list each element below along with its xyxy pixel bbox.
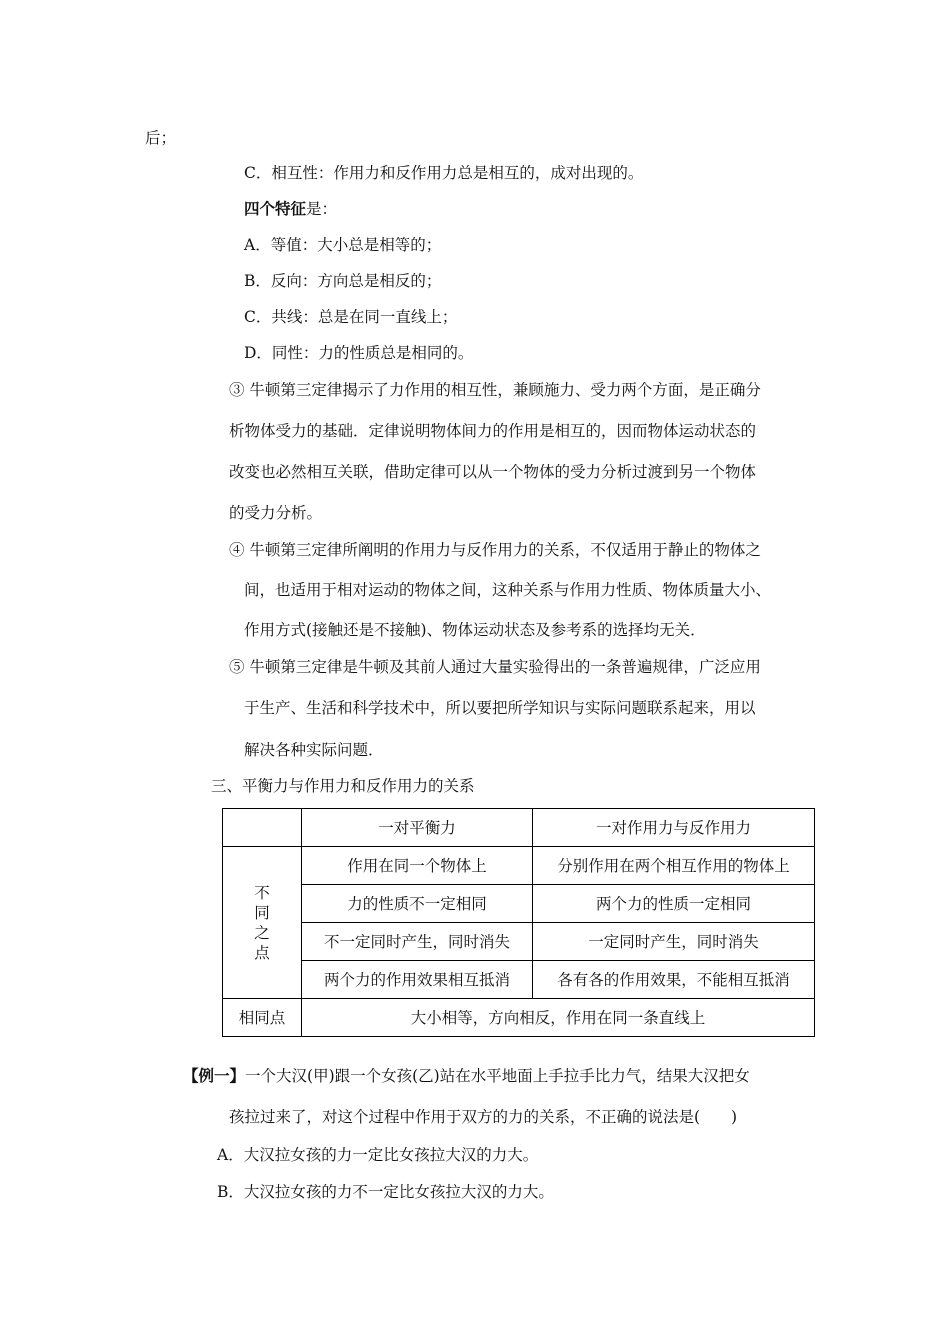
example-text: 一个大汉(甲)跟一个女孩(乙)站在水平地面上手拉手比力气，结果大汉把女 (245, 1067, 750, 1085)
text-line: A．等值：大小总是相等的； (244, 236, 442, 254)
similarity-label: 相同点 (223, 999, 302, 1037)
text-line: 后； (145, 129, 177, 147)
differences-label (223, 847, 302, 999)
paragraph-line: 改变也必然相互关联，借助定律可以从一个物体的受力分析过渡到另一个物体 (229, 463, 757, 481)
text-line: C．共线：总是在同一直线上； (244, 308, 458, 326)
text-line: B．反向：方向总是相反的； (244, 272, 442, 290)
table-cell: 两个力的作用效果相互抵消 (302, 961, 533, 999)
option-b: B．大汉拉女孩的力不一定比女孩拉大汉的力大。 (217, 1183, 554, 1201)
table-header-cell: 一对平衡力 (302, 809, 533, 847)
table-cell: 大小相等，方向相反，作用在同一条直线上 (302, 999, 815, 1037)
four-features-title: 四个特征 (244, 199, 307, 218)
table-corner-cell (223, 809, 302, 847)
text-line: D．同性：力的性质总是相同的。 (244, 344, 474, 362)
paragraph-line: ③ 牛顿第三定律揭示了力作用的相互性，兼顾施力、受力两个方面，是正确分 (229, 381, 761, 399)
differences-label-char: 点 (254, 943, 270, 962)
paragraph-line: ④ 牛顿第三定律所阐明的作用力与反作用力的关系，不仅适用于静止的物体之 (229, 541, 761, 559)
paragraph-line: 间，也适用于相对运动的物体之间，这种关系与作用力性质、物体质量大小、 (244, 581, 772, 599)
paragraph-line: ⑤ 牛顿第三定律是牛顿及其前人通过大量实验得出的一条普遍规律，广泛应用 (229, 658, 761, 676)
differences-label-char: 之 (254, 923, 270, 942)
section-heading: 三、平衡力与作用力和反作用力的关系 (211, 777, 475, 795)
table-cell: 作用在同一个物体上 (302, 847, 533, 885)
table-row (223, 961, 815, 999)
table-cell: 各有各的作用效果，不能相互抵消 (533, 961, 815, 999)
table-cell: 不一定同时产生，同时消失 (302, 923, 533, 961)
table-cell: 力的性质不一定相同 (302, 885, 533, 923)
table-row (223, 885, 815, 923)
table-header-row (223, 809, 815, 847)
table-row (223, 999, 815, 1037)
table-row (223, 923, 815, 961)
table-header-cell: 一对作用力与反作用力 (533, 809, 815, 847)
table-cell: 两个力的性质一定相同 (533, 885, 815, 923)
differences-label-char: 不 (254, 883, 270, 902)
table-cell: 分别作用在两个相互作用的物体上 (533, 847, 815, 885)
paragraph-line: 的受力分析。 (229, 504, 323, 522)
four-features-suffix: 是： (306, 200, 338, 218)
four-features-heading (244, 199, 337, 219)
paragraph-line: 析物体受力的基础．定律说明物体间力的作用是相互的，因而物体运动状态的 (229, 422, 757, 440)
paragraph-line: 于生产、生活和科学技术中，所以要把所学知识与实际问题联系起来，用以 (244, 699, 756, 717)
example-tag: 【例一】 (183, 1066, 246, 1085)
table-row (223, 847, 815, 885)
text-line: C．相互性：作用力和反作用力总是相互的，成对出现的。 (244, 164, 644, 182)
option-a: A．大汉拉女孩的力一定比女孩拉大汉的力大。 (217, 1146, 539, 1164)
example-question (183, 1066, 750, 1086)
paragraph-line: 作用方式(接触还是不接触)、物体运动状态及参考系的选择均无关． (244, 621, 706, 639)
comparison-table (222, 808, 815, 1037)
example-text-line: 孩拉过来了，对这个过程中作用于双方的力的关系，不正确的说法是( ) (229, 1108, 738, 1126)
table-cell: 一定同时产生，同时消失 (533, 923, 815, 961)
paragraph-line: 解决各种实际问题． (244, 741, 384, 759)
differences-label-char: 同 (254, 903, 270, 922)
